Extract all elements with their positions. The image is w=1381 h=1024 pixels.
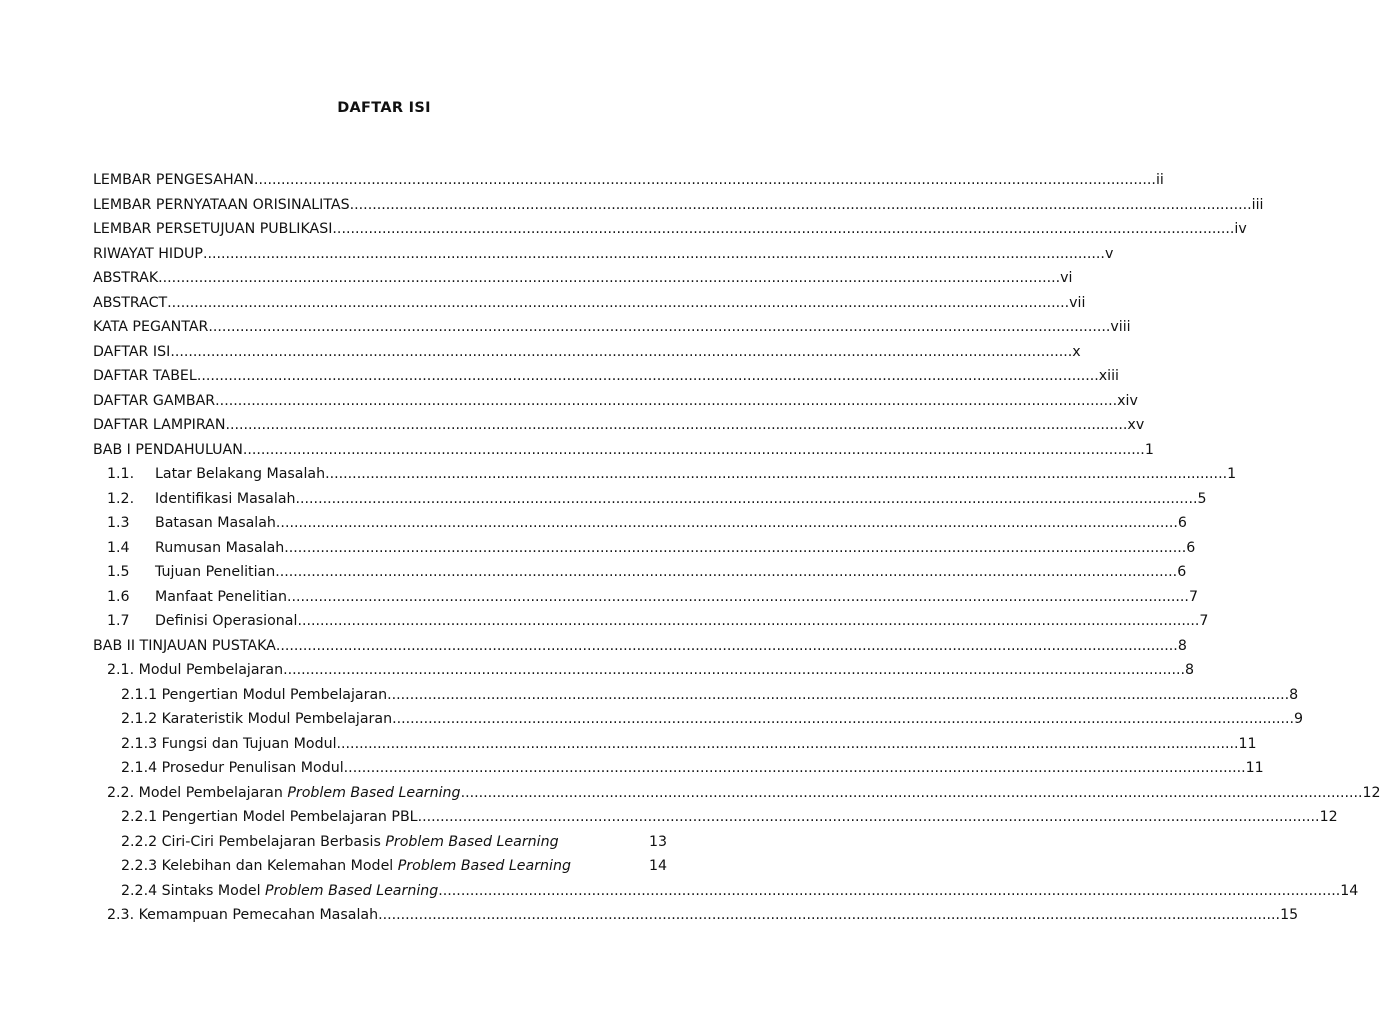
dot-leader: ........................................................................................................................................................................................................ [283,662,1186,678]
toc-entry-page: 13 [649,833,668,850]
toc-entry-text: Identifikasi Masalah [155,490,296,507]
toc-entry-page: 14 [1340,882,1359,899]
toc-entry-page: iii [1251,196,1264,213]
toc-entry [93,342,1081,367]
toc-entry [93,611,1209,636]
toc-entry-page: 6 [1177,515,1187,531]
dot-leader: ........................................................................................................................................................................................................ [438,882,1341,899]
toc-entry [93,685,1299,710]
toc-entry-page: 5 [1197,490,1207,507]
toc-entry-label [107,489,296,509]
toc-entry-page: 9 [1294,711,1304,727]
toc-entry [93,317,1131,342]
toc-entry [93,807,1338,832]
toc-entry-page: viii [1110,319,1131,335]
dot-leader: ........................................................................................................................................................................................................ [286,588,1189,605]
toc-entry-number: 1.1. [107,466,135,482]
toc-entry-label [121,881,438,901]
toc-entry-page: xiv [1117,392,1138,409]
dot-leader: ........................................................................................................................................................................................................ [275,564,1178,580]
toc-entry-page: 8 [1185,662,1195,678]
dot-leader: ........................................................................................................................................................................................................ [336,735,1239,752]
toc-entry-text: Definisi Operasional [155,613,298,629]
toc-entry [93,832,668,857]
toc-entry-label [107,538,284,558]
toc-entry-page: iv [1234,221,1247,237]
toc-entry-page: 1 [1144,441,1154,458]
dot-leader: ........................................................................................................................................................................................................ [349,196,1252,213]
toc-entry-page: 8 [1289,686,1299,703]
toc-entry [93,170,1164,195]
dot-leader: ........................................................................................................................................................................................................ [392,711,1295,727]
toc-entry-page: 7 [1188,588,1198,605]
toc-entry-label [107,587,287,607]
dot-leader: ........................................................................................................................................................................................................ [167,294,1070,311]
toc-entry [93,366,1120,391]
dot-leader: ........................................................................................................................................................................................................ [215,392,1118,409]
toc-entry-label: BAB I PENDAHULUAN [93,441,243,458]
toc-entry-label: DAFTAR GAMBAR [93,392,216,409]
toc-entry [93,293,1086,318]
dot-leader: ........................................................................................................................................................................................................ [417,809,1320,825]
toc-entry [93,758,1264,783]
toc-entry-label: DAFTAR LAMPIRAN [93,417,226,433]
dot-leader: ........................................................................................................................................................................................................ [275,515,1178,531]
dot-leader: ........................................................................................................................................................................................................ [378,907,1281,923]
dot-leader: ........................................................................................................................................................................................................ [196,368,1099,384]
toc-entry [93,538,1196,563]
toc-entry-label: ABSTRACT [93,294,168,311]
page-title: DAFTAR ISI [337,100,431,116]
toc-entry-label [107,464,325,484]
dot-leader: ........................................................................................................................................................................................................ [387,686,1290,703]
toc-entry [93,636,1187,661]
toc-entry-page: xiii [1098,368,1120,384]
toc-entry-page: 12 [1319,809,1338,825]
dot-leader: ........................................................................................................................................................................................................ [295,490,1198,507]
toc-entry [93,709,1304,734]
toc-entry-text: Tujuan Penelitian [155,564,276,580]
toc-entry-text: 2.2. Model Pembelajaran [107,784,288,801]
toc-entry [93,244,1114,269]
dot-leader: ........................................................................................................................................................................................................ [275,637,1178,654]
toc-entry-number: 1.2. [107,490,135,507]
toc-entry-label: 2.1.4 Prosedur Penulisan Modul [121,760,344,776]
toc-entry-page: 1 [1227,466,1237,482]
dot-leader: ........................................................................................................................................................................................................ [332,221,1235,237]
toc-entry-number: 1.7 [107,613,130,629]
toc-entry [93,881,1359,906]
dot-leader: ........................................................................................................................................................................................................ [242,441,1145,458]
toc-entry-label [121,856,571,876]
toc-entry-page: 14 [649,858,668,874]
toc-entry-number: 1.4 [107,539,130,556]
toc-entry-label: LEMBAR PERSETUJUAN PUBLIKASI [93,221,333,237]
toc-entry-italic-text: Problem Based Learning [397,858,571,874]
dot-leader: ........................................................................................................................................................................................................ [158,270,1061,286]
toc-entry-page: 6 [1186,539,1196,556]
table-of-contents [93,170,1381,930]
toc-entry-label: 2.3. Kemampuan Pemecahan Masalah [107,907,379,923]
toc-entry-italic-text: Problem Based Learning [287,784,461,801]
toc-entry-label: DAFTAR TABEL [93,368,197,384]
toc-entry [93,464,1237,489]
toc-entry-label: 2.1.1 Pengertian Modul Pembelajaran [121,686,388,703]
toc-entry-page: vi [1060,270,1073,286]
dot-leader: ........................................................................................................................................................................................................ [460,784,1363,801]
toc-entry [93,268,1073,293]
toc-entry-text: 2.2.2 Ciri-Ciri Pembelajaran Berbasis [121,833,386,850]
dot-leader: ........................................................................................................................................................................................................ [208,319,1111,335]
toc-entry [93,587,1198,612]
toc-entry-label: 2.1.2 Karateristik Modul Pembelajaran [121,711,393,727]
toc-entry-label: 2.1. Modul Pembelajaran [107,662,284,678]
dot-leader: ........................................................................................................................................................................................................ [284,539,1187,556]
toc-entry-number: 1.5 [107,564,130,580]
toc-entry-label: BAB II TINJAUAN PUSTAKA [93,637,276,654]
toc-entry [93,513,1187,538]
toc-entry-page: xv [1127,417,1145,433]
toc-entry-label [107,562,275,582]
toc-entry-label: LEMBAR PERNYATAAN ORISINALITAS [93,196,350,213]
dot-leader: ........................................................................................................................................................................................................ [325,466,1228,482]
toc-entry-label [107,783,461,803]
toc-entry-page: 15 [1280,907,1299,923]
dot-leader: ........................................................................................................................................................................................................ [202,245,1105,262]
toc-entry-label: 2.2.1 Pengertian Model Pembelajaran PBL [121,809,418,825]
toc-entry-page: v [1104,245,1114,262]
toc-entry-label: DAFTAR ISI [93,343,171,360]
toc-entry-number: 1.3 [107,515,130,531]
toc-entry [93,391,1138,416]
toc-entry [93,195,1264,220]
toc-entry-text: 2.2.3 Kelebihan dan Kelemahan Model [121,858,398,874]
toc-entry-label [107,611,297,631]
toc-entry [93,905,1299,930]
toc-entry-page: 11 [1238,735,1257,752]
toc-entry-label [121,832,559,852]
toc-entry [93,489,1207,514]
toc-entry-italic-text: Problem Based Learning [265,882,439,899]
toc-entry-label: ABSTRAK [93,270,159,286]
toc-entry [93,783,1381,808]
toc-entry-page: 11 [1245,760,1264,776]
toc-entry [93,440,1154,465]
dot-leader: ........................................................................................................................................................................................................ [225,417,1128,433]
toc-entry-text: Rumusan Masalah [155,539,285,556]
toc-entry-page: vii [1069,294,1086,311]
toc-entry [93,219,1247,244]
toc-entry-text: Latar Belakang Masalah [155,466,326,482]
toc-entry-page: 8 [1177,637,1187,654]
toc-entry-text: Manfaat Penelitian [155,588,287,605]
toc-entry-text: 2.2.4 Sintaks Model [121,882,266,899]
toc-entry [93,562,1187,587]
toc-entry [93,660,1195,685]
toc-entry [93,415,1145,440]
toc-entry-text: Batasan Masalah [155,515,276,531]
toc-entry-label: KATA PEGANTAR [93,319,209,335]
toc-entry-number: 1.6 [107,588,130,605]
toc-entry-label: LEMBAR PENGESAHAN [93,172,254,188]
toc-entry-page: x [1072,343,1081,360]
toc-entry [93,734,1257,759]
dot-leader: ........................................................................................................................................................................................................ [343,760,1246,776]
toc-entry [93,856,668,881]
dot-leader: ........................................................................................................................................................................................................ [297,613,1200,629]
toc-entry-label: 2.1.3 Fungsi dan Tujuan Modul [121,735,337,752]
dot-leader: ........................................................................................................................................................................................................ [170,343,1073,360]
dot-leader: ........................................................................................................................................................................................................ [253,172,1156,188]
toc-entry-page: 6 [1177,564,1187,580]
toc-entry-label [107,513,276,533]
toc-entry-page: 7 [1199,613,1209,629]
toc-entry-italic-text: Problem Based Learning [385,833,559,850]
toc-entry-page: 12 [1362,784,1381,801]
toc-entry-label: RIWAYAT HIDUP [93,245,203,262]
toc-entry-page: ii [1155,172,1164,188]
